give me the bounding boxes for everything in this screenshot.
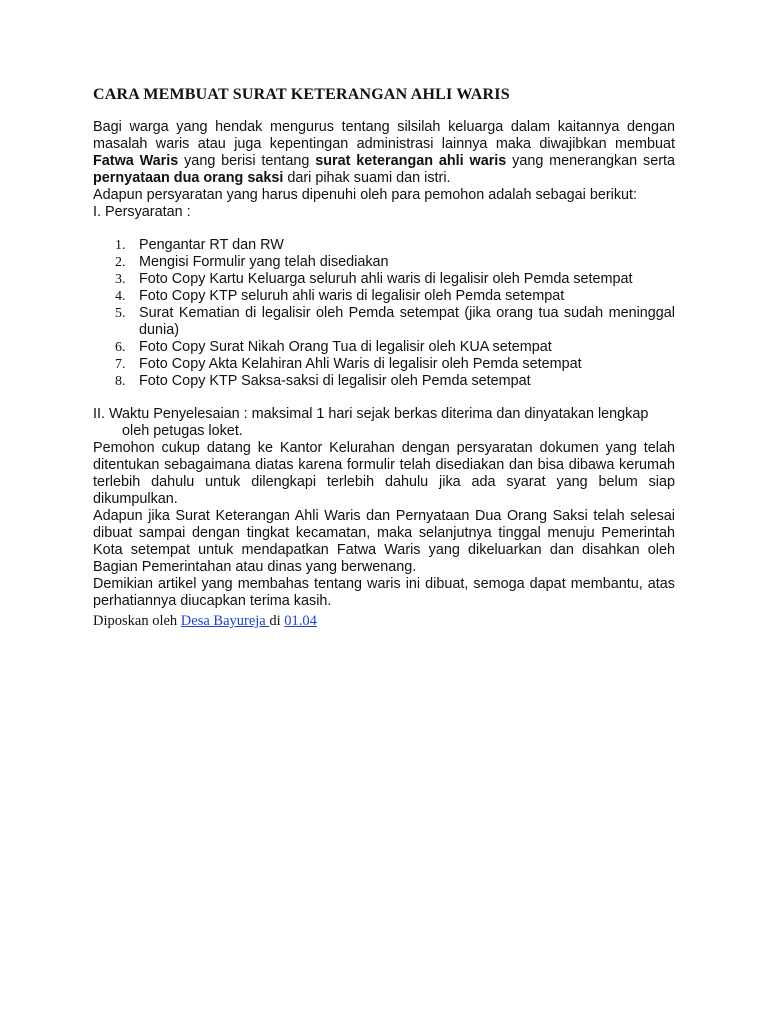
post-footer — [93, 612, 675, 630]
document-body — [93, 119, 675, 610]
section-1-heading: I. Persyaratan : — [93, 204, 191, 220]
section-2-heading: II. Waktu Penyelesaian : maksimal 1 hari sejak berkas diterima dan dinyatakan lengkap — [93, 406, 649, 422]
list-item: 8. Foto Copy KTP Saksa-saksi di legalisir oleh Pemda setempat — [115, 373, 531, 389]
intro-bold-pernyataan-saksi: pernyataan dua orang saksi — [93, 170, 284, 186]
intro-text-3: yang menerangkan serta — [506, 153, 675, 169]
intro-bold-fatwa-waris: Fatwa Waris — [93, 153, 179, 169]
intro-text-1: Bagi warga yang hendak mengurus tentang silsilah keluarga dalam kaitannya dengan masalah waris atau juga kepentingan administrasi lainnya maka diwajibkan membuat — [93, 119, 675, 152]
posted-by-label: Diposkan oleh — [93, 613, 181, 629]
list-item: 6. Foto Copy Surat Nikah Orang Tua di legalisir oleh KUA setempat — [115, 339, 552, 355]
intro-text-2: yang berisi tentang — [178, 153, 316, 169]
intro-bold-surat-keterangan: surat keterangan ahli waris — [315, 153, 507, 169]
requirements-list — [93, 237, 675, 390]
list-item: 5. Surat Kematian di legalisir oleh Pemda setempat (jika orang tua sudah meninggal dunia) — [115, 305, 675, 338]
intro-text-4: dari pihak suami dan istri. — [283, 170, 451, 186]
list-item: 3. Foto Copy Kartu Keluarga seluruh ahli waris di legalisir oleh Pemda setempat — [115, 271, 633, 287]
intro-paragraph — [93, 119, 675, 187]
requirements-intro: Adapun persyaratan yang harus dipenuhi oleh para pemohon adalah sebagai berikut: — [93, 187, 638, 203]
page-title: CARA MEMBUAT SURAT KETERANGAN AHLI WARIS — [93, 86, 510, 103]
list-item: 4. Foto Copy KTP seluruh ahli waris di legalisir oleh Pemda setempat — [115, 288, 565, 304]
paragraph-fatwa-waris: Adapun jika Surat Keterangan Ahli Waris dan Pernyataan Dua Orang Saksi telah selesai dibuat sampai dengan tingkat kecamatan, maka selanjutnya tinggal menuju Pemerintah Kota setempat untuk mendapatkan Fatwa Waris yang dikeluarkan dan disahkan oleh Bagian Pemerintahan atau dinas yang berwenang. — [93, 508, 675, 575]
author-link[interactable]: Desa Bayureja — [180, 613, 270, 629]
paragraph-submission: Pemohon cukup datang ke Kantor Kelurahan dengan persyaratan dokumen yang telah ditentukan sebagaimana diatas karena formulir telah disediakan dan bisa dibawa kerumah terlebih dahulu untuk dilengkapi terlebih dahulu jika ada syarat yang belum siap dikumpulkan. — [93, 440, 675, 507]
list-item: 7. Foto Copy Akta Kelahiran Ahli Waris di legalisir oleh Pemda setempat — [115, 356, 582, 372]
document-page — [93, 86, 675, 630]
timestamp-link[interactable]: 01.04 — [284, 613, 317, 629]
list-item: 1. Pengantar RT dan RW — [115, 237, 284, 253]
paragraph-closing: Demikian artikel yang membahas tentang waris ini dibuat, semoga dapat membantu, atas perhatiannya diucapkan terima kasih. — [93, 576, 675, 609]
list-item: 2. Mengisi Formulir yang telah disediakan — [115, 254, 389, 270]
section-2-continuation: oleh petugas loket. — [122, 423, 243, 439]
posted-at-label: di — [269, 613, 285, 629]
